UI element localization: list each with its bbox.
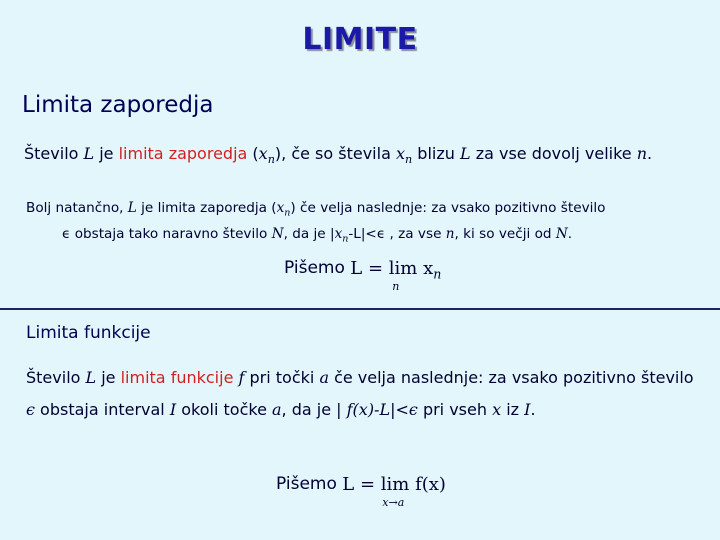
formula-label: Pišemo xyxy=(276,474,337,494)
sequence-limit-formula xyxy=(284,258,442,293)
section-heading-function: Limita funkcije xyxy=(26,323,151,343)
limit-expression: L = lim f(x) x→a xyxy=(342,474,446,509)
sequence-definition-precise: Bolj natančno, L je limita zaporedja $(x_n)$ če velja naslednje: za vsako pozitivno število ϵ obstaja tako naravno število N, da je $|x_n-L|<\epsilon$ , za vse n, ki so večji od N. xyxy=(26,200,606,245)
section-divider xyxy=(0,308,720,310)
page-title: LIMITE xyxy=(302,22,418,57)
section-heading-sequence: Limita zaporedja xyxy=(22,92,214,118)
function-limit-formula xyxy=(276,474,446,509)
function-limit-definition: Število L je limita funkcije f pri točki a če velja naslednje: za vsako pozitivno število ϵ obstaja interval I okoli točke a, da je | f(x)-L|<ϵ pri vseh x iz I. xyxy=(26,368,694,419)
formula-label: Pišemo xyxy=(284,258,345,278)
sequence-definition-short: Število L je limita zaporedja $(x_n)$, če so števila $x_n$ blizu L za vse dovolj velike n. xyxy=(24,144,653,167)
limit-expression: $L = \lim x_n$ n xyxy=(350,258,442,293)
